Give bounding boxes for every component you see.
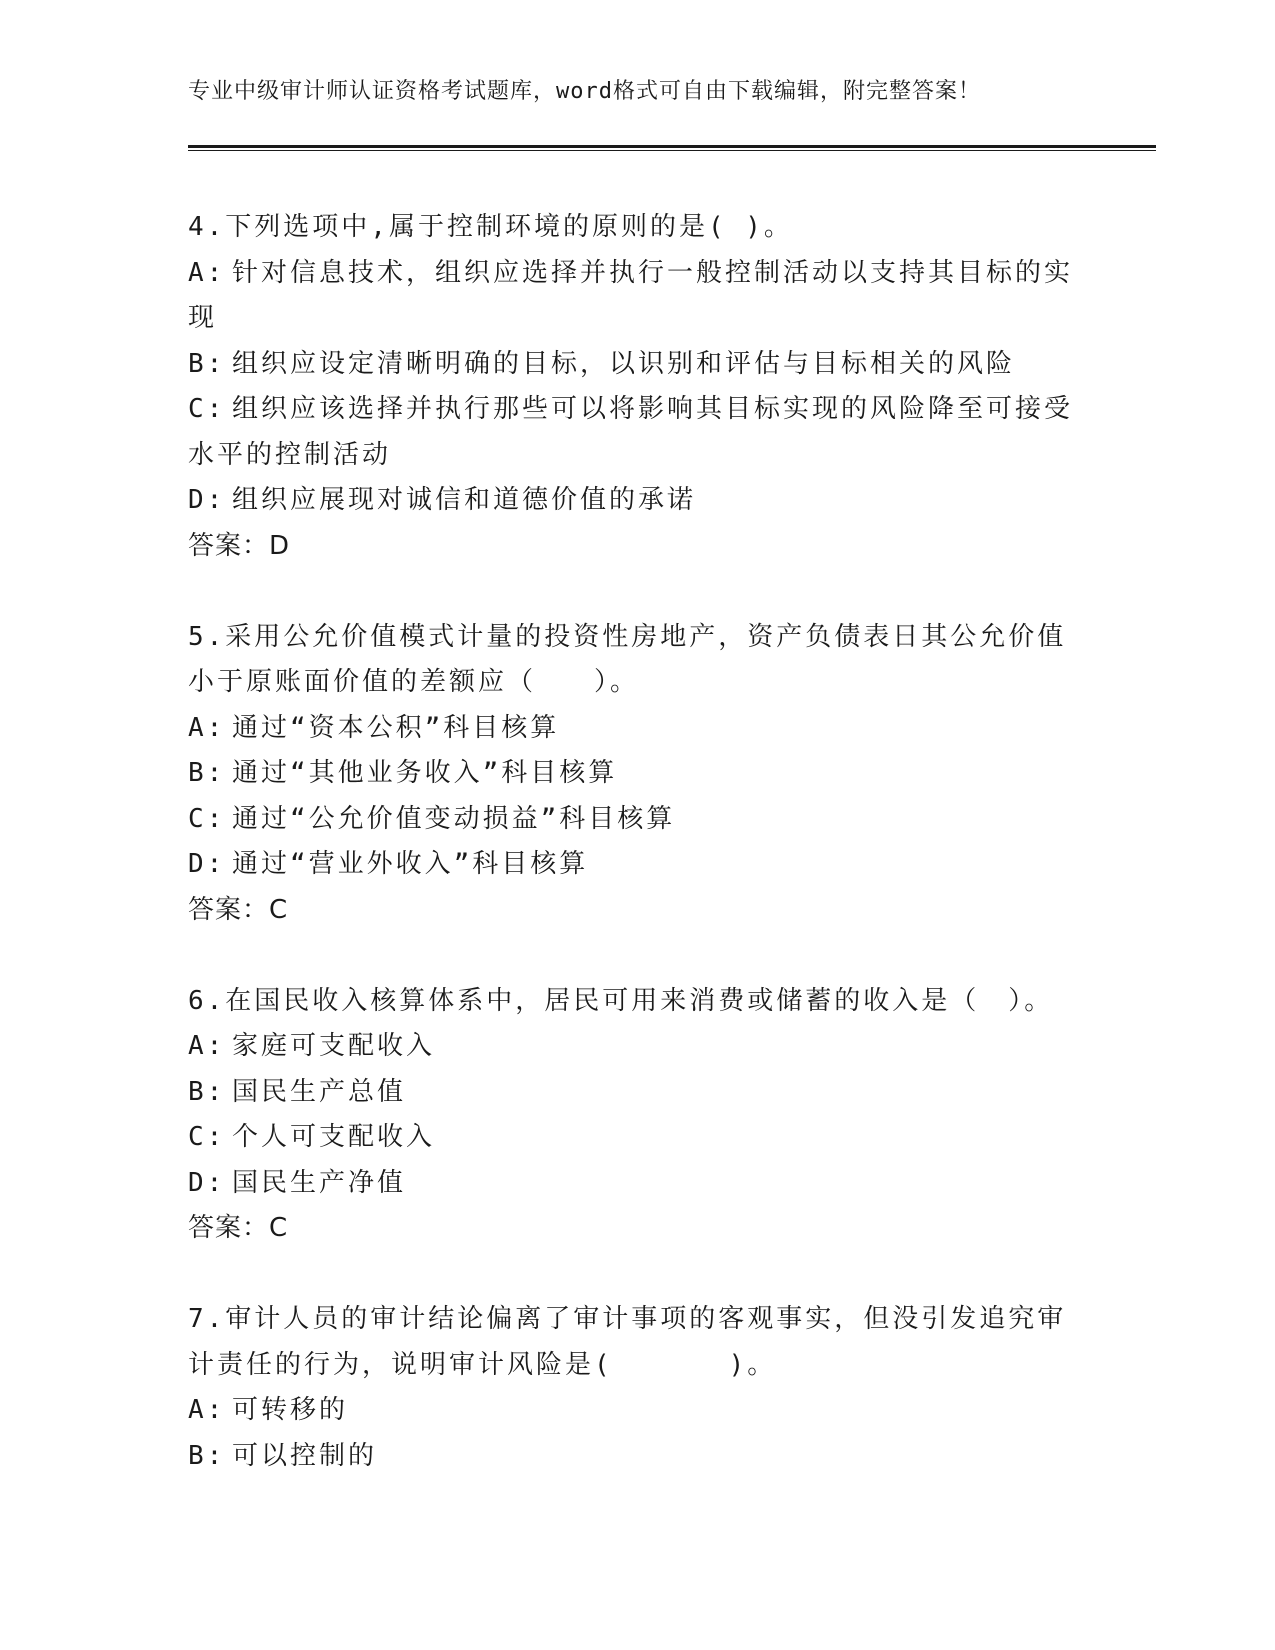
option-a bbox=[188, 706, 1088, 752]
option-letter: C: bbox=[188, 394, 226, 424]
option-letter: B: bbox=[188, 1076, 226, 1107]
question-stem: 5.采用公允价值模式计量的投资性房地产，资产负债表日其公允价值小于原账面价值的差额应（ ）。 bbox=[188, 621, 1067, 697]
option-text: 可以控制的 bbox=[232, 1440, 378, 1471]
option-letter: A: bbox=[188, 257, 226, 288]
option-c bbox=[188, 1115, 1088, 1161]
answer-line: 答案：D bbox=[188, 530, 291, 561]
option-text: 通过“营业外收入”科目核算 bbox=[232, 849, 589, 879]
option-a bbox=[188, 1024, 1088, 1070]
option-text: 家庭可支配收入 bbox=[232, 1031, 436, 1061]
option-letter: C: bbox=[188, 803, 226, 834]
option-text: 个人可支配收入 bbox=[232, 1122, 436, 1152]
question-7 bbox=[188, 1297, 1088, 1479]
option-d bbox=[188, 478, 1088, 524]
question-stem: 7.审计人员的审计结论偏离了审计事项的客观事实，但没引发追究审计责任的行为，说明审计风险是( )。 bbox=[188, 1304, 1067, 1380]
option-letter: B: bbox=[188, 1440, 226, 1471]
option-letter: D: bbox=[188, 485, 226, 515]
option-letter: A: bbox=[188, 1031, 226, 1061]
answer-line: 答案：C bbox=[188, 894, 289, 925]
option-letter: A: bbox=[188, 1395, 226, 1425]
question-5 bbox=[188, 615, 1088, 934]
header-rule-thin bbox=[188, 150, 1156, 151]
question-6 bbox=[188, 979, 1088, 1252]
option-b bbox=[188, 342, 1088, 388]
option-c bbox=[188, 797, 1088, 843]
question-stem: 6.在国民收入核算体系中，居民可用来消费或储蓄的收入是（ ）。 bbox=[188, 985, 1054, 1016]
option-letter: A: bbox=[188, 712, 226, 743]
option-text: 国民生产净值 bbox=[232, 1167, 407, 1198]
option-text: 国民生产总值 bbox=[232, 1076, 407, 1107]
option-b bbox=[188, 1070, 1088, 1116]
option-text: 可转移的 bbox=[232, 1395, 349, 1425]
question-list bbox=[188, 205, 1088, 1525]
option-b bbox=[188, 751, 1088, 797]
option-b bbox=[188, 1434, 1088, 1480]
option-text: 通过“公允价值变动损益”科目核算 bbox=[232, 803, 676, 834]
document-header: 专业中级审计师认证资格考试题库，word格式可自由下载编辑，附完整答案！ bbox=[188, 79, 981, 104]
option-text: 组织应该选择并执行那些可以将影响其目标实现的风险降至可接受水平的控制活动 bbox=[188, 394, 1074, 470]
option-letter: B: bbox=[188, 758, 226, 788]
option-text: 组织应展现对诚信和道德价值的承诺 bbox=[232, 485, 697, 515]
option-text: 通过“其他业务收入”科目核算 bbox=[232, 758, 618, 788]
answer-line: 答案：C bbox=[188, 1213, 289, 1243]
option-text: 组织应设定清晰明确的目标，以识别和评估与目标相关的风险 bbox=[232, 348, 1016, 379]
question-4 bbox=[188, 205, 1088, 569]
option-d bbox=[188, 1161, 1088, 1207]
option-c bbox=[188, 387, 1088, 478]
option-d bbox=[188, 842, 1088, 888]
option-letter: D: bbox=[188, 849, 226, 879]
header-rule-thick bbox=[188, 145, 1156, 148]
option-text: 通过“资本公积”科目核算 bbox=[232, 712, 560, 743]
option-letter: D: bbox=[188, 1167, 226, 1198]
option-letter: B: bbox=[188, 348, 226, 379]
option-text: 针对信息技术，组织应选择并执行一般控制活动以支持其目标的实现 bbox=[188, 257, 1074, 333]
option-a bbox=[188, 1388, 1088, 1434]
question-stem: 4.下列选项中,属于控制环境的原则的是( )。 bbox=[188, 212, 793, 242]
option-a bbox=[188, 251, 1088, 342]
option-letter: C: bbox=[188, 1122, 226, 1152]
